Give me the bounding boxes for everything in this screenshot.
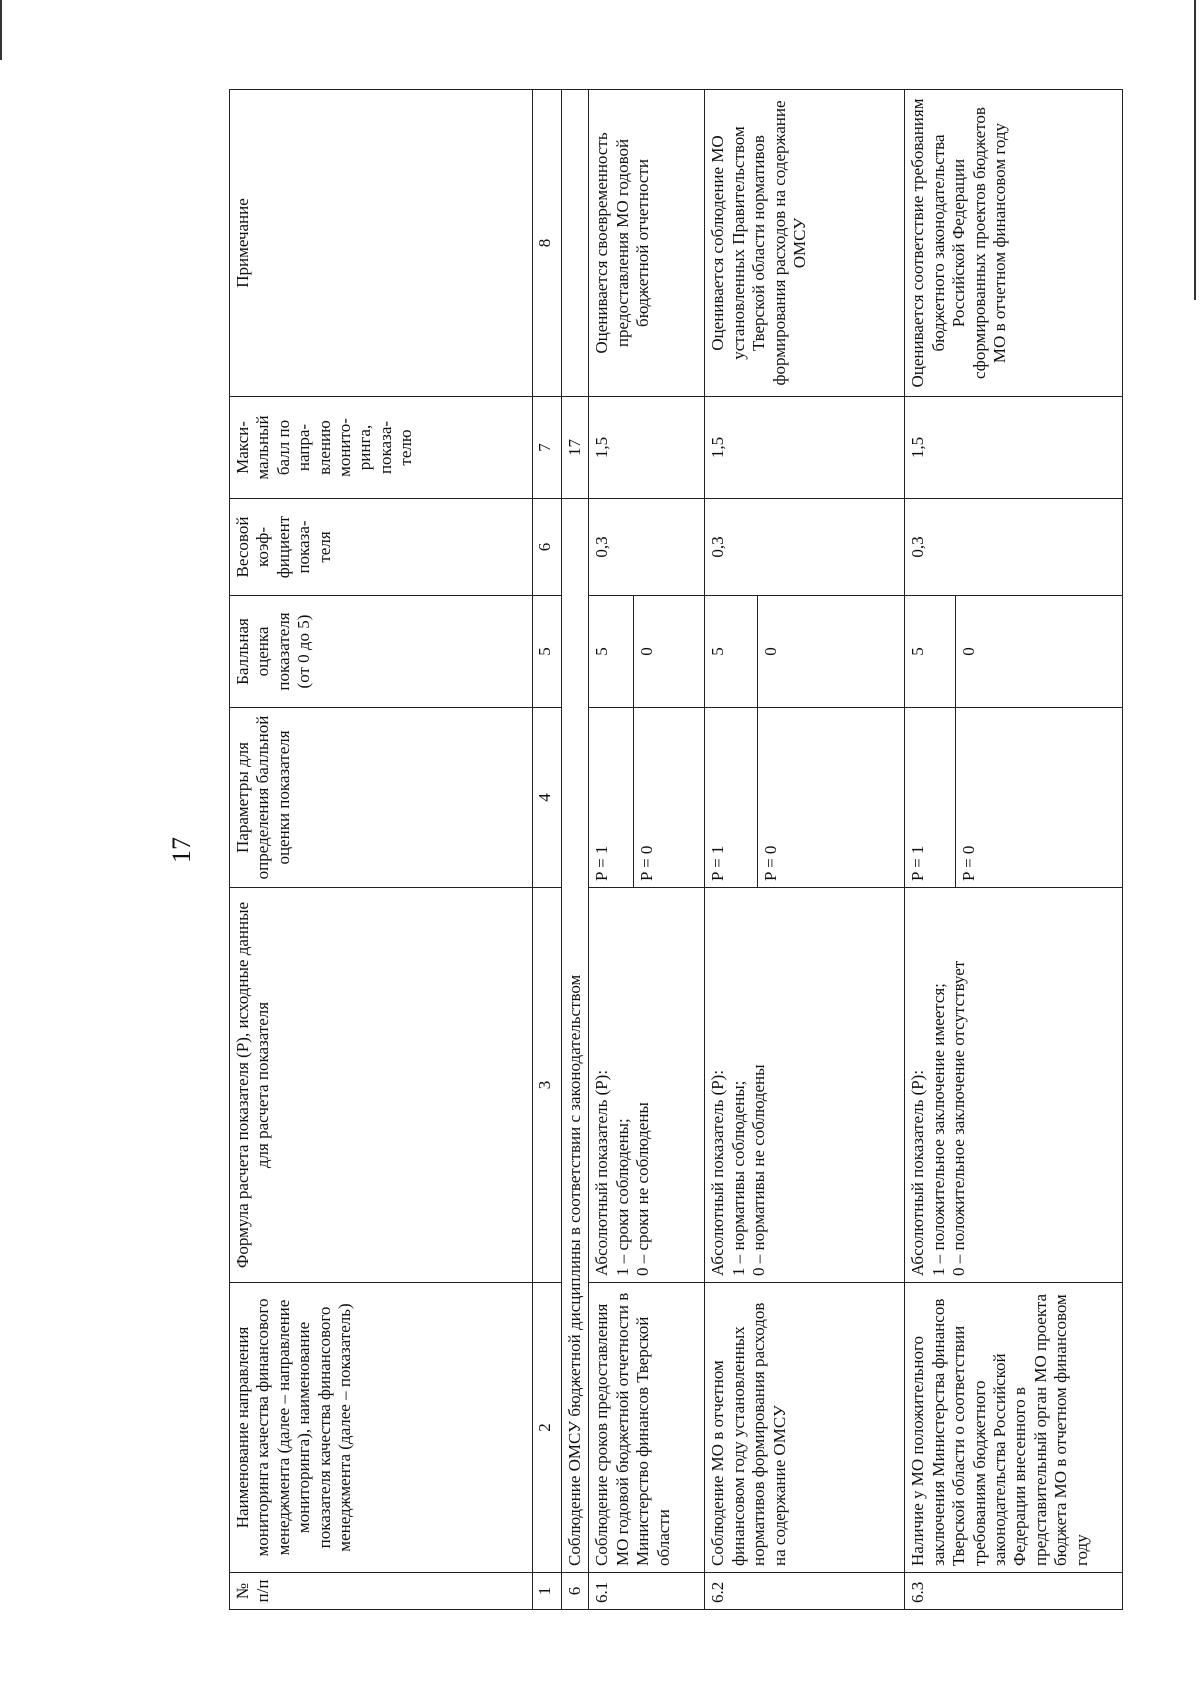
column-number: 8	[533, 90, 562, 397]
formula-line: Абсолютный показатель (Р):	[708, 1069, 728, 1276]
formula-line: 1 – нормативы соблюдены;	[728, 1080, 748, 1276]
formula-line: 0 – нормативы не соблюдены	[749, 1064, 769, 1276]
header-row	[230, 90, 533, 1610]
section-row	[562, 90, 589, 1610]
section-num: 6	[562, 1573, 589, 1610]
header-weight: Весовой коэф-фициент показа-теля	[230, 499, 533, 596]
formula-line: Абсолютный показатель (Р):	[592, 1069, 612, 1276]
row-param: P = 1	[705, 708, 758, 888]
row-max: 1,5	[705, 397, 905, 499]
row-weight: 0,3	[705, 499, 905, 596]
formula-line: 1 – сроки соблюдены;	[612, 1118, 632, 1276]
row-max: 1,5	[589, 397, 705, 499]
header-score: Балльная оценка показателя (от 0 до 5)	[230, 596, 533, 708]
row-param: P = 0	[634, 708, 705, 888]
header-num: № п/п	[230, 1573, 533, 1610]
row-weight: 0,3	[905, 499, 1123, 596]
row-param: P = 0	[956, 708, 1123, 888]
header-params: Параметры для определения балльной оценки показателя	[230, 708, 533, 888]
column-number: 7	[533, 397, 562, 499]
section-title: Соблюдение ОМСУ бюджетной дисциплины в соответствии с законодательством	[562, 499, 589, 1573]
row-score: 0	[634, 596, 705, 708]
formula-line: 0 – положительное заключение отсутствует	[949, 960, 969, 1276]
criteria-table	[229, 89, 1123, 1610]
row-name: Соблюдение сроков предоставления МО годовой бюджетной отчетности в Министерство финансов Тверской области	[589, 1283, 705, 1573]
header-note: Примечание	[230, 90, 533, 397]
column-number: 5	[533, 596, 562, 708]
row-formula	[705, 888, 905, 1283]
row-num: 6.1	[589, 1573, 705, 1610]
row-note: Оценивается соблюдение МО установленных Правительством Тверской области нормативов формирования расходов на содержание ОМСУ	[705, 90, 905, 397]
row-num: 6.3	[905, 1573, 1123, 1610]
row-score: 5	[589, 596, 634, 708]
header-max: Макси-мальный балл по напра-влению монито-ринга, показа-телю	[230, 397, 533, 499]
formula-line: 0 – сроки не соблюдены	[633, 1102, 653, 1276]
row-name: Наличие у МО положительного заключения Министерства финансов Тверской области о соответствии требованиям бюджетного законодательства Российской Федерации внесенного в представительный орган МО проекта бюджета МО в отчетном финансовом году	[905, 1283, 1123, 1573]
row-score: 0	[956, 596, 1123, 708]
row-formula	[905, 888, 1123, 1283]
row-num: 6.2	[705, 1573, 905, 1610]
row-max: 1,5	[905, 397, 1123, 499]
row-param: P = 1	[905, 708, 956, 888]
column-number: 1	[533, 1573, 562, 1610]
section-max-score: 17	[562, 397, 589, 499]
scan-edge-mark	[0, 0, 2, 60]
rotated-page	[167, 90, 1091, 1610]
column-number: 4	[533, 708, 562, 888]
row-param: P = 0	[758, 708, 905, 888]
row-score: 5	[905, 596, 956, 708]
table-row	[905, 90, 956, 1610]
row-name: Соблюдение МО в отчетном финансовом году установленных нормативов формирования расходов на содержание ОМСУ	[705, 1283, 905, 1573]
section-note	[562, 90, 589, 397]
row-formula	[589, 888, 705, 1283]
formula-line: 1 – положительное заключение имеется;	[928, 983, 948, 1276]
row-score: 0	[758, 596, 905, 708]
page-number: 17	[167, 837, 196, 863]
header-formula: Формула расчета показателя (Р), исходные данные для расчета показателя	[230, 888, 533, 1283]
row-param: P = 1	[589, 708, 634, 888]
column-number: 2	[533, 1283, 562, 1573]
row-score: 5	[705, 596, 758, 708]
row-weight: 0,3	[589, 499, 705, 596]
row-note: Оценивается соответствие требованиям бюджетного законодательства Российской Федерации сформированных проектов бюджетов МО в отчетном финансовом году	[905, 90, 1123, 397]
formula-line: Абсолютный показатель (Р):	[908, 1069, 928, 1276]
table-row	[705, 90, 758, 1610]
column-number: 3	[533, 888, 562, 1283]
column-number: 6	[533, 499, 562, 596]
row-note: Оценивается своевременность предоставления МО годовой бюджетной отчетности	[589, 90, 705, 397]
header-name: Наименование направления мониторинга качества финансового менеджмента (далее – направление мониторинга), наименование показателя качества финансового менеджмента (далее – показатель)	[230, 1283, 533, 1573]
scan-edge-mark	[1194, 0, 1196, 300]
table-row	[589, 90, 634, 1610]
column-number-row	[533, 90, 562, 1610]
